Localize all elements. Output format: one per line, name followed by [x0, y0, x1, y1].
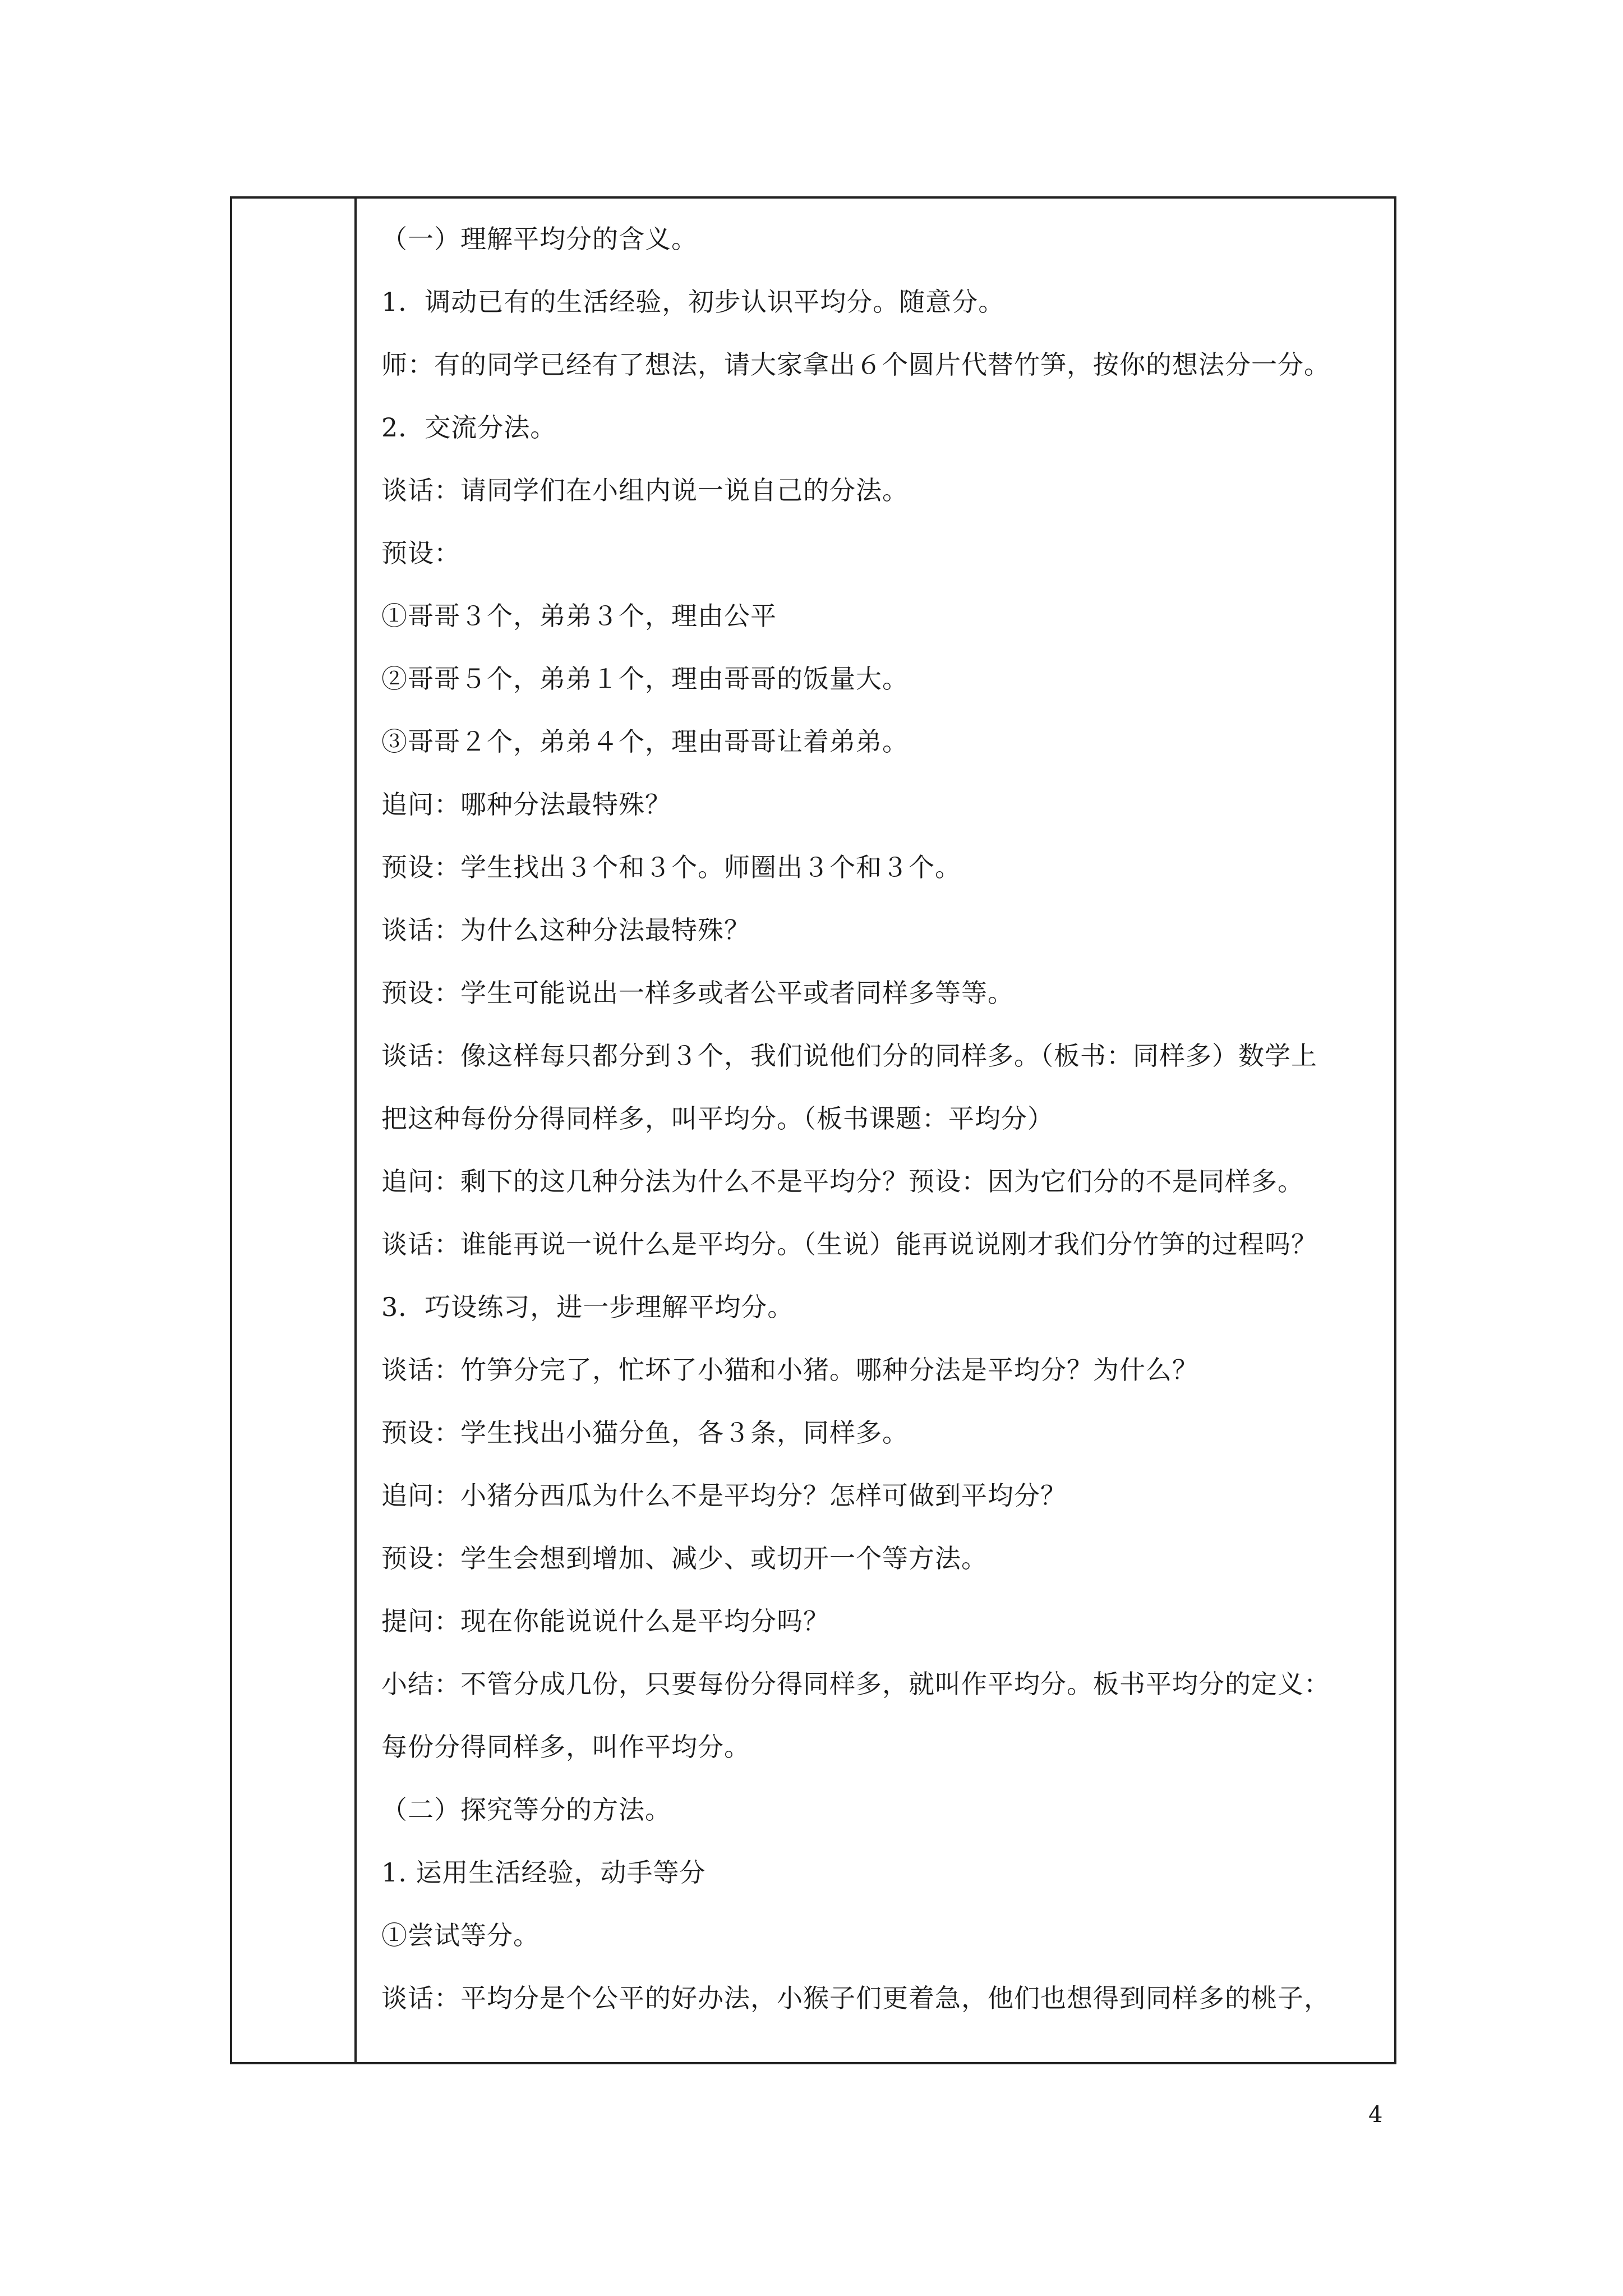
text-line: ②哥哥５个，弟弟１个，理由哥哥的饭量大。	[381, 664, 909, 694]
section-heading: （二）探究等分的方法。	[381, 1795, 671, 1825]
text-line: 提问：现在你能说说什么是平均分吗？	[381, 1606, 829, 1636]
text-line: 预设：学生找出小猫分鱼，各３条，同样多。	[381, 1418, 909, 1448]
text-line: 每份分得同样多，叫作平均分。	[381, 1732, 750, 1762]
left-column-cell	[232, 199, 357, 2062]
text-line: 3．巧设练习，进一步理解平均分。	[381, 1292, 794, 1322]
text-line: 追问：小猪分西瓜为什么不是平均分？怎样可做到平均分？	[381, 1480, 1067, 1511]
page-number: 4	[1368, 2102, 1383, 2128]
text-line: 谈话：请同学们在小组内说一说自己的分法。	[381, 475, 909, 505]
text-line: 把这种每份分得同样多，叫平均分。（板书课题：平均分）	[381, 1103, 1054, 1134]
text-line: 谈话：为什么这种分法最特殊？	[381, 915, 750, 945]
text-line: 追问：哪种分法最特殊？	[381, 789, 671, 820]
text-line: 追问：剩下的这几种分法为什么不是平均分？预设：因为它们分的不是同样多。	[381, 1166, 1304, 1197]
text-line: 谈话：平均分是个公平的好办法，小猴子们更着急，他们也想得到同样多的桃子，	[381, 1983, 1330, 2013]
text-line: ③哥哥２个，弟弟４个，理由哥哥让着弟弟。	[381, 726, 909, 757]
text-line: 预设：学生会想到增加、减少、或切开一个等方法。	[381, 1543, 988, 1573]
section-heading: （一）理解平均分的含义。	[381, 224, 698, 254]
text-line: 谈话：谁能再说一说什么是平均分。（生说）能再说说刚才我们分竹笋的过程吗？	[381, 1229, 1317, 1259]
text-line: ①哥哥３个，弟弟３个，理由公平	[381, 601, 777, 631]
text-line: 师：有的同学已经有了想法，请大家拿出６个圆片代替竹笋，按你的想法分一分。	[381, 349, 1330, 380]
text-line: 预设：学生可能说出一样多或者公平或者同样多等等。	[381, 978, 1014, 1008]
text-line: 谈话：像这样每只都分到３个，我们说他们分的同样多。（板书：同样多）数学上	[381, 1041, 1317, 1071]
text-line: 1．调动已有的生活经验，初步认识平均分。随意分。	[381, 287, 1005, 317]
text-line: 预设：学生找出３个和３个。师圈出３个和３个。	[381, 852, 961, 882]
text-line: ①尝试等分。	[381, 1920, 540, 1950]
text-line: 2．交流分法。	[381, 412, 557, 443]
text-line: 预设：	[381, 538, 460, 568]
text-line: 谈话：竹笋分完了，忙坏了小猫和小猪。哪种分法是平均分？为什么？	[381, 1355, 1198, 1385]
text-line: 1. 运用生活经验，动手等分	[381, 1857, 706, 1888]
lesson-table	[230, 196, 1396, 2064]
text-line: 小结：不管分成几份，只要每份分得同样多，就叫作平均分。板书平均分的定义：	[381, 1669, 1330, 1699]
